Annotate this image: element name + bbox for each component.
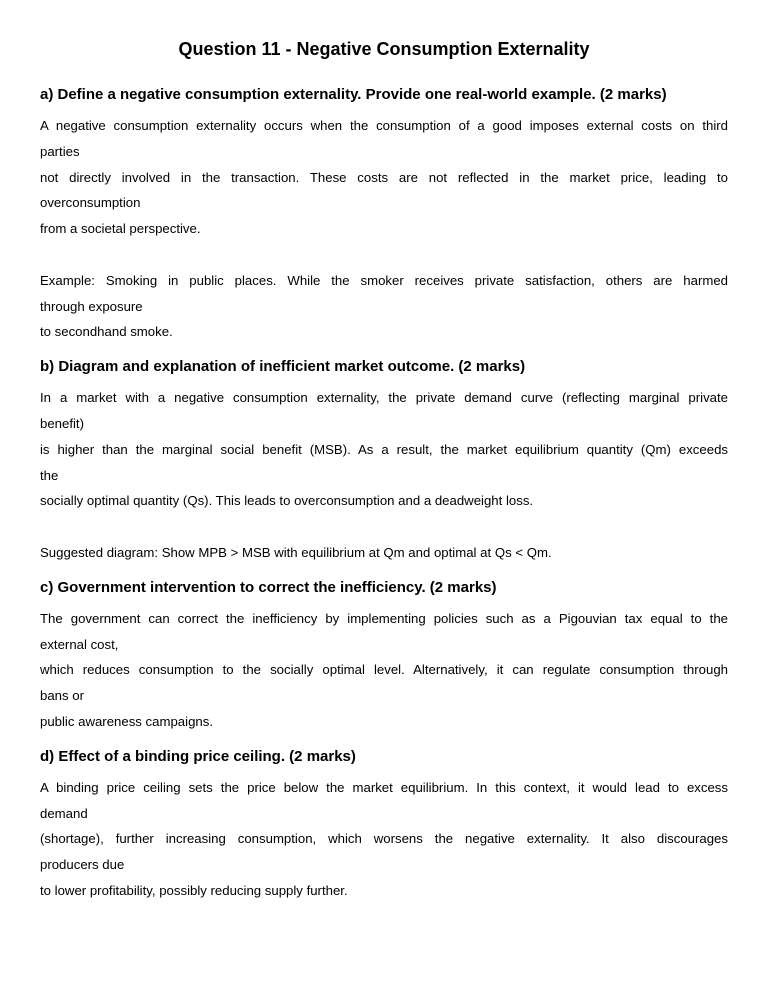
- text-line: through exposure: [40, 298, 143, 314]
- text-line: Example: Smoking in public places. While the smoker receives private satisfaction, others are harmed: [40, 272, 728, 288]
- section-b-heading: b) Diagram and explanation of inefficient market outcome. (2 marks): [40, 358, 526, 376]
- section-a-heading: a) Define a negative consumption externality. Provide one real-world example. (2 marks): [40, 86, 667, 103]
- text-line: The government can correct the inefficiency by implementing policies such as a Pigouvian tax equal to the: [40, 610, 728, 626]
- text-line: is higher than the marginal social benefit (MSB). As a result, the market equilibrium quantity (Qm) exceeds: [40, 441, 728, 457]
- text-line: public awareness campaigns.: [40, 713, 213, 729]
- blank-line: [40, 514, 728, 540]
- section-c: [40, 578, 728, 735]
- text-line: which reduces consumption to the socially optimal level. Alternatively, it can regulate consumption through: [40, 662, 728, 678]
- text-line: bans or: [40, 688, 84, 704]
- text-line: benefit): [40, 415, 84, 431]
- text-line: In a market with a negative consumption externality, the private demand curve (reflecting marginal private: [40, 390, 728, 406]
- text-line: A negative consumption externality occurs when the consumption of a good imposes external costs on third: [40, 118, 728, 133]
- text-line: the: [40, 467, 59, 483]
- text-line: not directly involved in the transaction. These costs are not reflected in the market price, leading to: [40, 169, 728, 185]
- text-line: from a societal perspective.: [40, 221, 201, 237]
- page-title: Question 11 - Negative Consumption Externality: [178, 39, 590, 59]
- text-line: (shortage), further increasing consumption, which worsens the negative externality. It also discourages: [40, 831, 728, 847]
- section-d: [40, 747, 728, 904]
- text-line: external cost,: [40, 636, 119, 652]
- text-line: overconsumption: [40, 195, 141, 211]
- text-line: Suggested diagram: Show MPB > MSB with equilibrium at Qm and optimal at Qs < Qm.: [40, 544, 552, 560]
- text-line: socially optimal quantity (Qs). This leads to overconsumption and a deadweight loss.: [40, 493, 534, 509]
- section-c-heading: c) Government intervention to correct the inefficiency. (2 marks): [40, 578, 497, 596]
- section-a-body: [40, 113, 728, 345]
- text-line: demand: [40, 805, 88, 821]
- section-d-body: [40, 775, 728, 904]
- blank-line: [40, 242, 728, 268]
- section-a: [40, 85, 728, 345]
- text-line: to secondhand smoke.: [40, 324, 173, 340]
- section-b-body: [40, 385, 728, 566]
- text-line: A binding price ceiling sets the price below the market equilibrium. In this context, it would lead to excess: [40, 779, 728, 795]
- section-c-body: [40, 606, 728, 735]
- text-line: parties: [40, 143, 80, 159]
- section-b: [40, 357, 728, 566]
- text-line: producers due: [40, 857, 125, 873]
- text-line: to lower profitability, possibly reducing supply further.: [40, 882, 348, 898]
- section-d-heading: d) Effect of a binding price ceiling. (2 marks): [40, 747, 356, 765]
